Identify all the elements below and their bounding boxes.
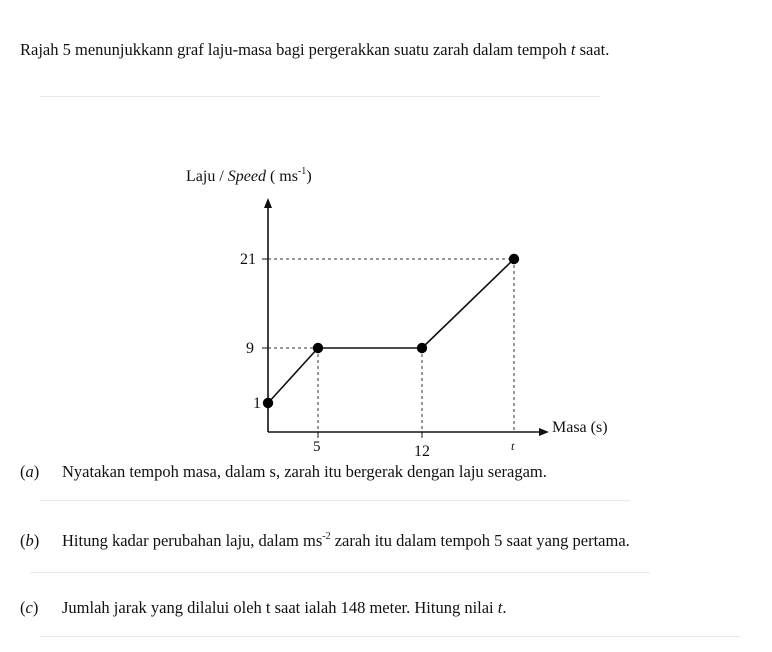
question-c-label: (c) (20, 598, 39, 617)
data-point-4 (509, 254, 519, 264)
x-tick-label-12: 12 (414, 443, 430, 460)
speed-time-graph (0, 100, 772, 520)
y-tick-label-21: 21 (240, 251, 256, 268)
series-segment-1 (268, 348, 318, 403)
y-axis-arrow-icon (264, 198, 272, 208)
data-point-1 (263, 398, 273, 408)
scan-smudge (30, 572, 650, 573)
intro-text (20, 40, 609, 60)
y-tick-label-1: 1 (253, 395, 261, 412)
x-axis-label: Masa (s) (552, 419, 608, 436)
question-a-text: Nyatakan tempoh masa, dalam s, zarah itu bergerak dengan laju seragam. (62, 462, 547, 481)
question-a-label: (a) (20, 462, 40, 481)
data-point-3 (417, 343, 427, 353)
y-tick-label-9: 9 (246, 340, 254, 357)
question-b-text: Hitung kadar perubahan laju, dalam $ms^{-2}$ zarah itu dalam tempoh 5 saat yang pertama. (62, 531, 630, 550)
scan-smudge (40, 500, 630, 501)
x-tick-label-t: t (511, 439, 515, 453)
question-c-text: Jumlah jarak yang dilalui oleh t saat ialah 148 meter. Hitung nilai t. (62, 598, 507, 617)
intro-var: t (570, 40, 576, 59)
x-axis-arrow-icon (539, 428, 549, 436)
data-point-2 (313, 343, 323, 353)
question-b-label: (b) (20, 531, 40, 550)
scan-smudge (40, 636, 740, 637)
speed-series (263, 254, 519, 408)
x-tick-label-5: 5 (313, 439, 321, 455)
intro-pre: Rajah 5 menunjukkann graf laju-masa bagi pergerakkan suatu zarah dalam tempoh (20, 40, 571, 59)
series-segment-3 (422, 259, 514, 348)
intro-post: saat. (575, 40, 610, 59)
scan-smudge (40, 96, 600, 97)
y-axis-label: Laju / Speed ( $ms^{-1}$) (186, 166, 312, 185)
